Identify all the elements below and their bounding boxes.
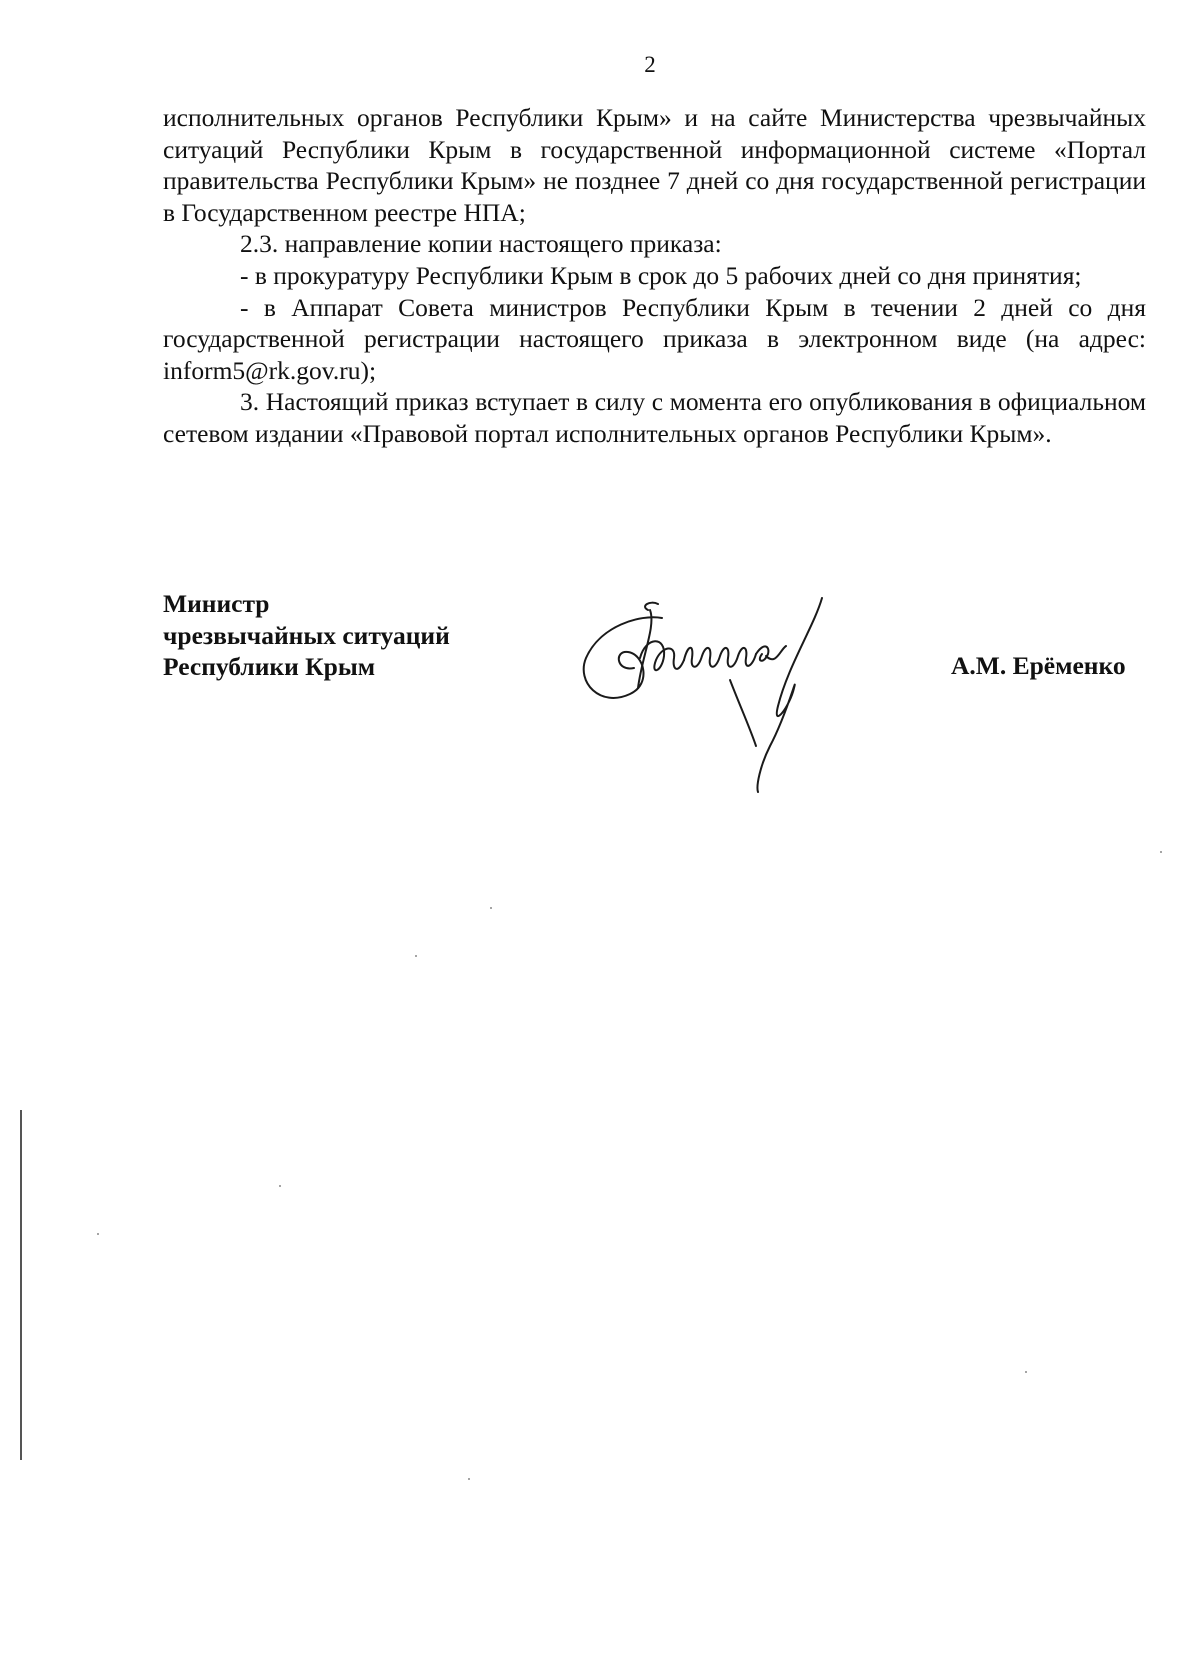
scan-artifact-dot bbox=[1025, 1371, 1027, 1373]
document-body bbox=[163, 102, 1146, 450]
scan-artifact-dot bbox=[1160, 851, 1162, 853]
paragraph-publication: исполнительных органов Республики Крым» и на сайте Министерства чрезвычайных ситуаций Республики Крым в государственной информационной системе «Портал правительства Республики Крым» не позднее 7 дней со дня государственной регистрации в Государственном реестре НПА; bbox=[163, 103, 1146, 227]
scan-artifact-dot bbox=[97, 1233, 99, 1235]
signer-name: А.М. Ерёменко bbox=[951, 651, 1126, 680]
scan-artifact-line bbox=[20, 1110, 22, 1460]
scan-artifact-dot bbox=[490, 907, 492, 909]
page-number: 2 bbox=[644, 52, 656, 77]
signatory-title-line: чрезвычайных ситуаций bbox=[163, 620, 450, 650]
paragraph-council-apparatus: - в Аппарат Совета министров Республики Крым в течении 2 дней со дня государственной регистрации настоящего приказа в электронном виде (на адрес: inform5@rk.gov.ru); bbox=[163, 292, 1146, 385]
scan-artifact-dot bbox=[468, 1478, 470, 1480]
handwritten-signature bbox=[580, 596, 880, 796]
paragraph-effective-date: 3. Настоящий приказ вступает в силу с момента его опубликования в официальном сетевом издании «Правовой портал исполнительных органов Республики Крым». bbox=[163, 387, 1146, 448]
signatory-title-line: Министр bbox=[163, 589, 270, 618]
scan-artifact-dot bbox=[279, 1185, 281, 1187]
paragraph-copies-heading: 2.3. направление копии настоящего приказа: bbox=[240, 229, 722, 259]
paragraph-prosecutor: - в прокуратуру Республики Крым в срок до 5 рабочих дней со дня принятия; bbox=[240, 260, 1082, 290]
scan-artifact-dot bbox=[415, 955, 417, 957]
signatory-title bbox=[163, 588, 450, 683]
signatory-title-line: Республики Крым bbox=[163, 652, 376, 681]
